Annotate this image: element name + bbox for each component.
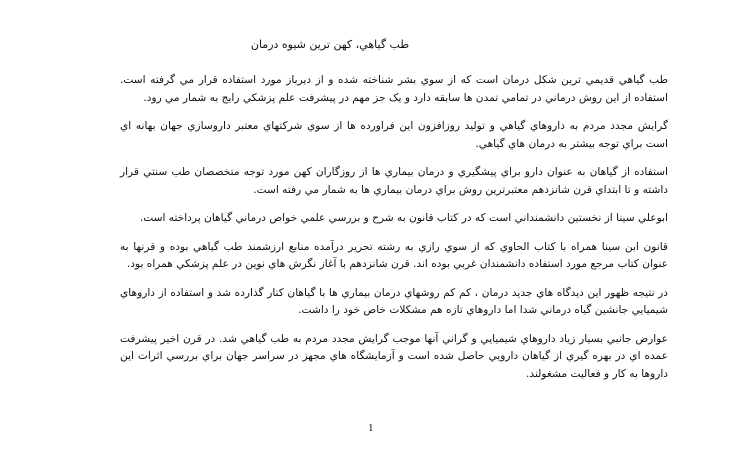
paragraph-4: ابوعلي سينا از نخستين دانشمنداني است که در کتاب قانون به شرح و بررسي علمي خواص درماني گياهان پرداخته است.	[139, 212, 668, 224]
paragraph-2: گرايش مجدد مردم به داروهاي گياهي و توليد روزافزون اين فراورده ها از سوي شرکتهاي معتبر داروسازي جهان بهانه اي است براي توجه بيشتر به درمان هاي گياهي.	[120, 120, 668, 150]
paragraph-5: قانون ابن سينا همراه با کتاب الحاوي که از سوي رازي به رشته تحرير درآمده منابع ارزشمند طب گياهي بوده و قرنها به عنوان کتاب مرجع مورد استفاده دانشمندان غربي بوده اند. قرن شانزدهم با آغاز نگرش هاي نوين در علم پزشکي همراه بود.	[120, 240, 668, 270]
paragraph-6: در نتيجه ظهور اين ديدگاه هاي جديد درمان ، کم کم روشهاي درمان بيماري ها با گياهان کنار گذارده شد و استفاده از داروهاي شيميايي جانشين گياه درماني شدا اما داروهاي تازه هم مشکلات خاص خود را داشت.	[120, 286, 668, 316]
paragraph-7: عوارض جانبي بسيار زياد داروهاي شيميايي و گراني آنها موجب گرايش مجدد مردم به طب گياهي شد. در قرن اخير پيشرفت عمده اي در بهره گيري از گياهان دارويي حاصل شده است و آزمايشگاه هاي مجهز در سراسر جهان براي بررسي اثرات اين داروها به کار و فعاليت مشغولند.	[120, 332, 668, 380]
paragraph-1: طب گياهي قديمي ترين شکل درمان است که از سوي بشر شناخته شده و از ديرباز مورد استفاده قرار مي گرفته است. استفاده از اين روش درماني در تمامي تمدن ها سابقه دارد و يک جز مهم در پيشرفت علم پزشکي رايج به شمار مي رود.	[120, 74, 668, 104]
paragraph-3: استفاده از گياهان به عنوان دارو براي پيشگيري و درمان بيماري ها از روزگاران کهن مورد توجه متخصصان طب سنتي قرار داشته و تا ابتداي قرن شانزدهم معتبرترين روش براي درمان بيماري ها به شمار مي رفته است.	[120, 166, 668, 196]
document-body	[120, 72, 668, 394]
page-number: 1	[368, 422, 374, 434]
document-title: طب گياهي، کهن ترين شيوه درمان	[250, 38, 410, 51]
